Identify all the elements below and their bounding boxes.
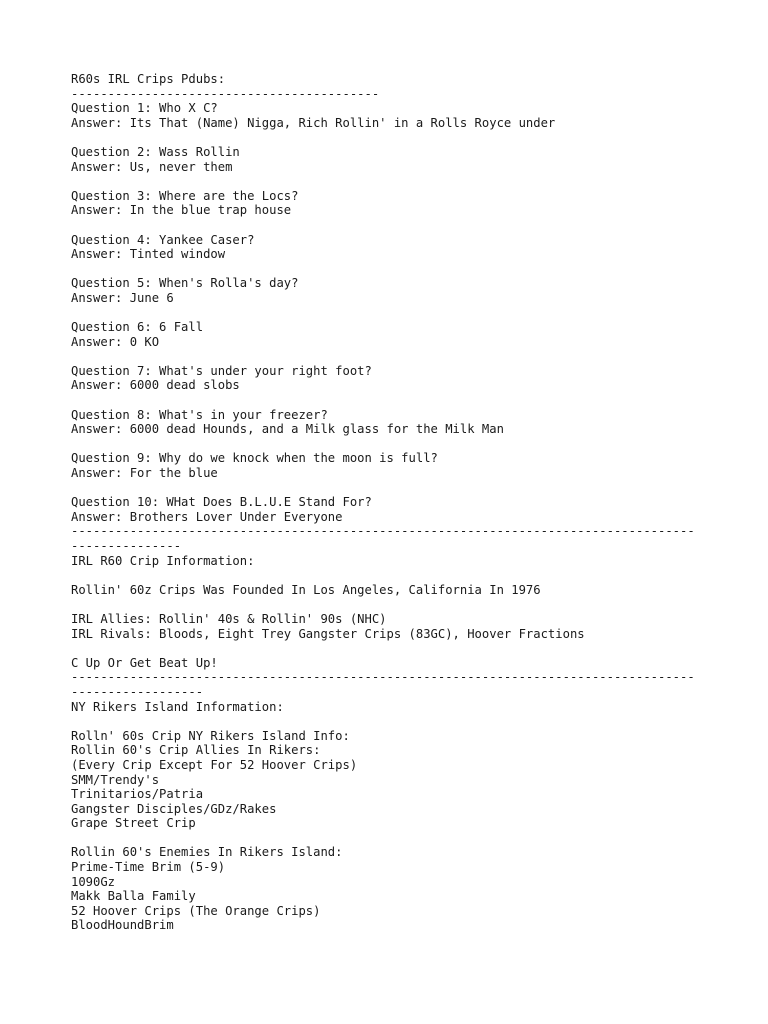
text-line: 52 Hoover Crips (The Orange Crips) [71,903,321,918]
text-line: Question 4: Yankee Caser? [71,232,255,247]
text-line: Answer: June 6 [71,290,174,305]
text-line: Answer: 6000 dead slobs [71,378,240,393]
text-line: Rollin' 60z Crips Was Founded In Los Angeles, California In 1976 [71,582,541,597]
text-line: Grape Street Crip [71,816,196,831]
text-line: R60s IRL Crips Pdubs: [71,72,226,86]
blank-line [71,130,699,145]
text-line: Question 3: Where are the Locs? [71,188,299,203]
blank-line [71,481,699,496]
text-line: NY Rikers Island Information: [71,699,284,714]
blank-line [71,597,699,612]
blank-line [71,306,699,321]
text-line: Makk Balla Family [71,889,196,904]
blank-line [71,714,699,729]
blank-line [71,641,699,656]
document-body [71,72,699,933]
text-line: 1090Gz [71,874,116,889]
text-line: Question 10: WHat Does B.L.U.E Stand For? [71,495,372,510]
blank-line [71,218,699,233]
blank-line [71,437,699,452]
text-line: Rollin 60's Crip Allies In Rikers: [71,743,321,758]
blank-line [71,831,699,846]
text-line: Answer: For the blue [71,466,218,481]
blank-line [71,174,699,189]
text-line: Answer: Us, never them [71,159,233,174]
text-line: Answer: Tinted window [71,247,226,262]
text-line: Answer: Its That (Name) Nigga, Rich Rollin' in a Rolls Royce under [71,115,556,130]
text-line: Gangster Disciples/GDz/Rakes [71,801,277,816]
blank-line [71,393,699,408]
text-line: Question 6: 6 Fall [71,320,204,335]
divider-line: ------------------------------------------------------------------------------------------------------- [71,670,695,699]
text-line: (Every Crip Except For 52 Hoover Crips) [71,757,358,772]
text-line: Question 1: Who X C? [71,101,218,116]
text-line: IRL Allies: Rollin' 40s & Rollin' 90s (NHC) [71,611,387,626]
divider-line: ------------------------------------------ [71,86,380,101]
text-line: Answer: 6000 dead Hounds, and a Milk glass for the Milk Man [71,422,504,437]
text-line: Answer: Brothers Lover Under Everyone [71,509,343,524]
text-line: Prime-Time Brim (5-9) [71,860,226,875]
blank-line [71,262,699,277]
text-line: IRL R60 Crip Information: [71,553,255,568]
divider-line: ---------------------------------------------------------------------------------------------------- [71,524,695,553]
text-line: SMM/Trendy's [71,772,160,787]
text-line: Question 7: What's under your right foot? [71,363,372,378]
text-line: Trinitarios/Patria [71,787,204,802]
text-line: Rolln' 60s Crip NY Rikers Island Info: [71,728,350,743]
text-line: Question 8: What's in your freezer? [71,407,328,422]
text-line: Rollin 60's Enemies In Rikers Island: [71,845,343,860]
text-line: Answer: In the blue trap house [71,203,292,218]
text-line: C Up Or Get Beat Up! [71,655,218,670]
text-line: Question 9: Why do we knock when the moon is full? [71,451,438,466]
text-line: Answer: 0 KO [71,334,160,349]
blank-line [71,349,699,364]
text-line: BloodHoundBrim [71,918,174,933]
blank-line [71,568,699,583]
text-line: Question 5: When's Rolla's day? [71,276,299,291]
text-line: IRL Rivals: Bloods, Eight Trey Gangster Crips (83GC), Hoover Fractions [71,626,585,641]
text-line: Question 2: Wass Rollin [71,144,240,159]
